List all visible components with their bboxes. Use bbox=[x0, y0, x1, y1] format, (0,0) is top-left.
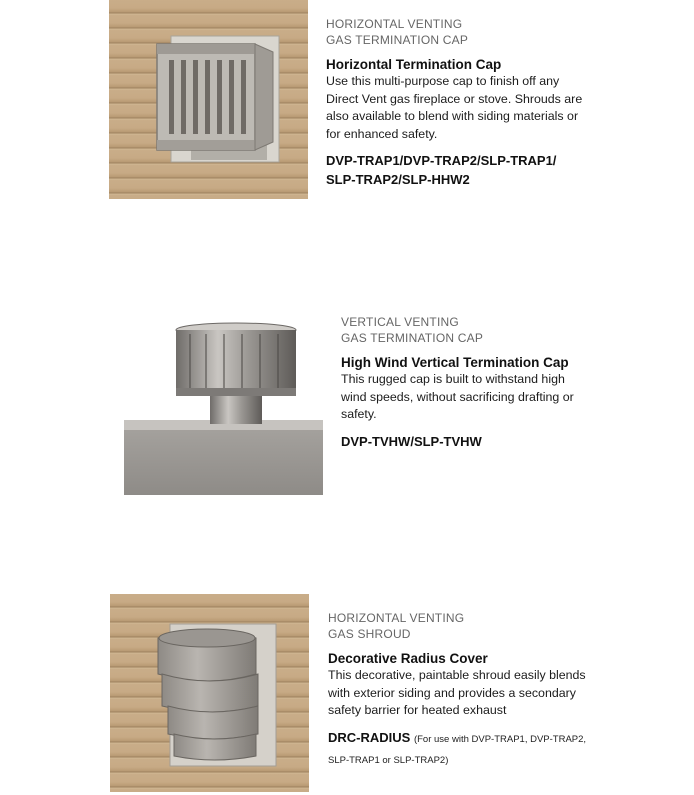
radius-cover-illustration bbox=[110, 594, 309, 792]
item-2-category-line-2: GAS TERMINATION CAP bbox=[341, 331, 484, 345]
item-1-codes-line-1: DVP-TRAP1/DVP-TRAP2/SLP-TRAP1/ bbox=[326, 153, 557, 168]
item-3-title: Decorative Radius Cover bbox=[328, 651, 488, 666]
item-1-category-line-2: GAS TERMINATION CAP bbox=[326, 33, 469, 47]
item-1-description: Use this multi-purpose cap to finish off any Direct Vent gas fireplace or stove. Shrouds are also available to blend with siding materials or for enhanced safety. bbox=[326, 74, 583, 141]
item-1-model-codes bbox=[326, 151, 686, 189]
item-3-codes-line-1: DRC-RADIUS bbox=[328, 729, 411, 745]
item-1-codes-line-2: SLP-TRAP2/SLP-HHW2 bbox=[326, 172, 470, 187]
item-2-category-line-1: VERTICAL VENTING bbox=[341, 315, 459, 329]
item-1-title: Horizontal Termination Cap bbox=[326, 57, 502, 72]
item-3-category-line-2: GAS SHROUD bbox=[328, 627, 411, 641]
vertical-termination-cap-photo bbox=[124, 320, 323, 495]
horizontal-termination-cap-photo bbox=[109, 0, 308, 199]
item-1-category-line-1: HORIZONTAL VENTING bbox=[326, 17, 463, 31]
item-3-category bbox=[328, 610, 688, 642]
decorative-radius-cover-photo bbox=[110, 594, 309, 792]
item-3-description: This decorative, paintable shroud easily blends with exterior siding and provides a secondary safety barrier for heated exhaust bbox=[328, 668, 586, 717]
horizontal-cap-illustration bbox=[109, 0, 308, 199]
item-1-category bbox=[326, 16, 686, 48]
item-3-codes-note: (For use with DVP-TRAP1, DVP-TRAP2, SLP-TRAP1 or SLP-TRAP2) bbox=[328, 733, 587, 766]
item-2-title: High Wind Vertical Termination Cap bbox=[341, 355, 569, 370]
item-3-model-codes bbox=[328, 728, 588, 770]
item-3-category-line-1: HORIZONTAL VENTING bbox=[328, 611, 465, 625]
item-1-caption bbox=[326, 16, 686, 189]
item-2-caption bbox=[341, 314, 681, 451]
item-3-caption bbox=[328, 610, 688, 770]
item-2-model-codes bbox=[341, 432, 681, 451]
item-2-codes-line-1: DVP-TVHW/SLP-TVHW bbox=[341, 433, 482, 449]
vertical-cap-illustration bbox=[124, 320, 323, 495]
item-2-description: This rugged cap is built to withstand high wind speeds, without sacrificing drafting or safety. bbox=[341, 372, 574, 421]
item-2-category bbox=[341, 314, 681, 346]
